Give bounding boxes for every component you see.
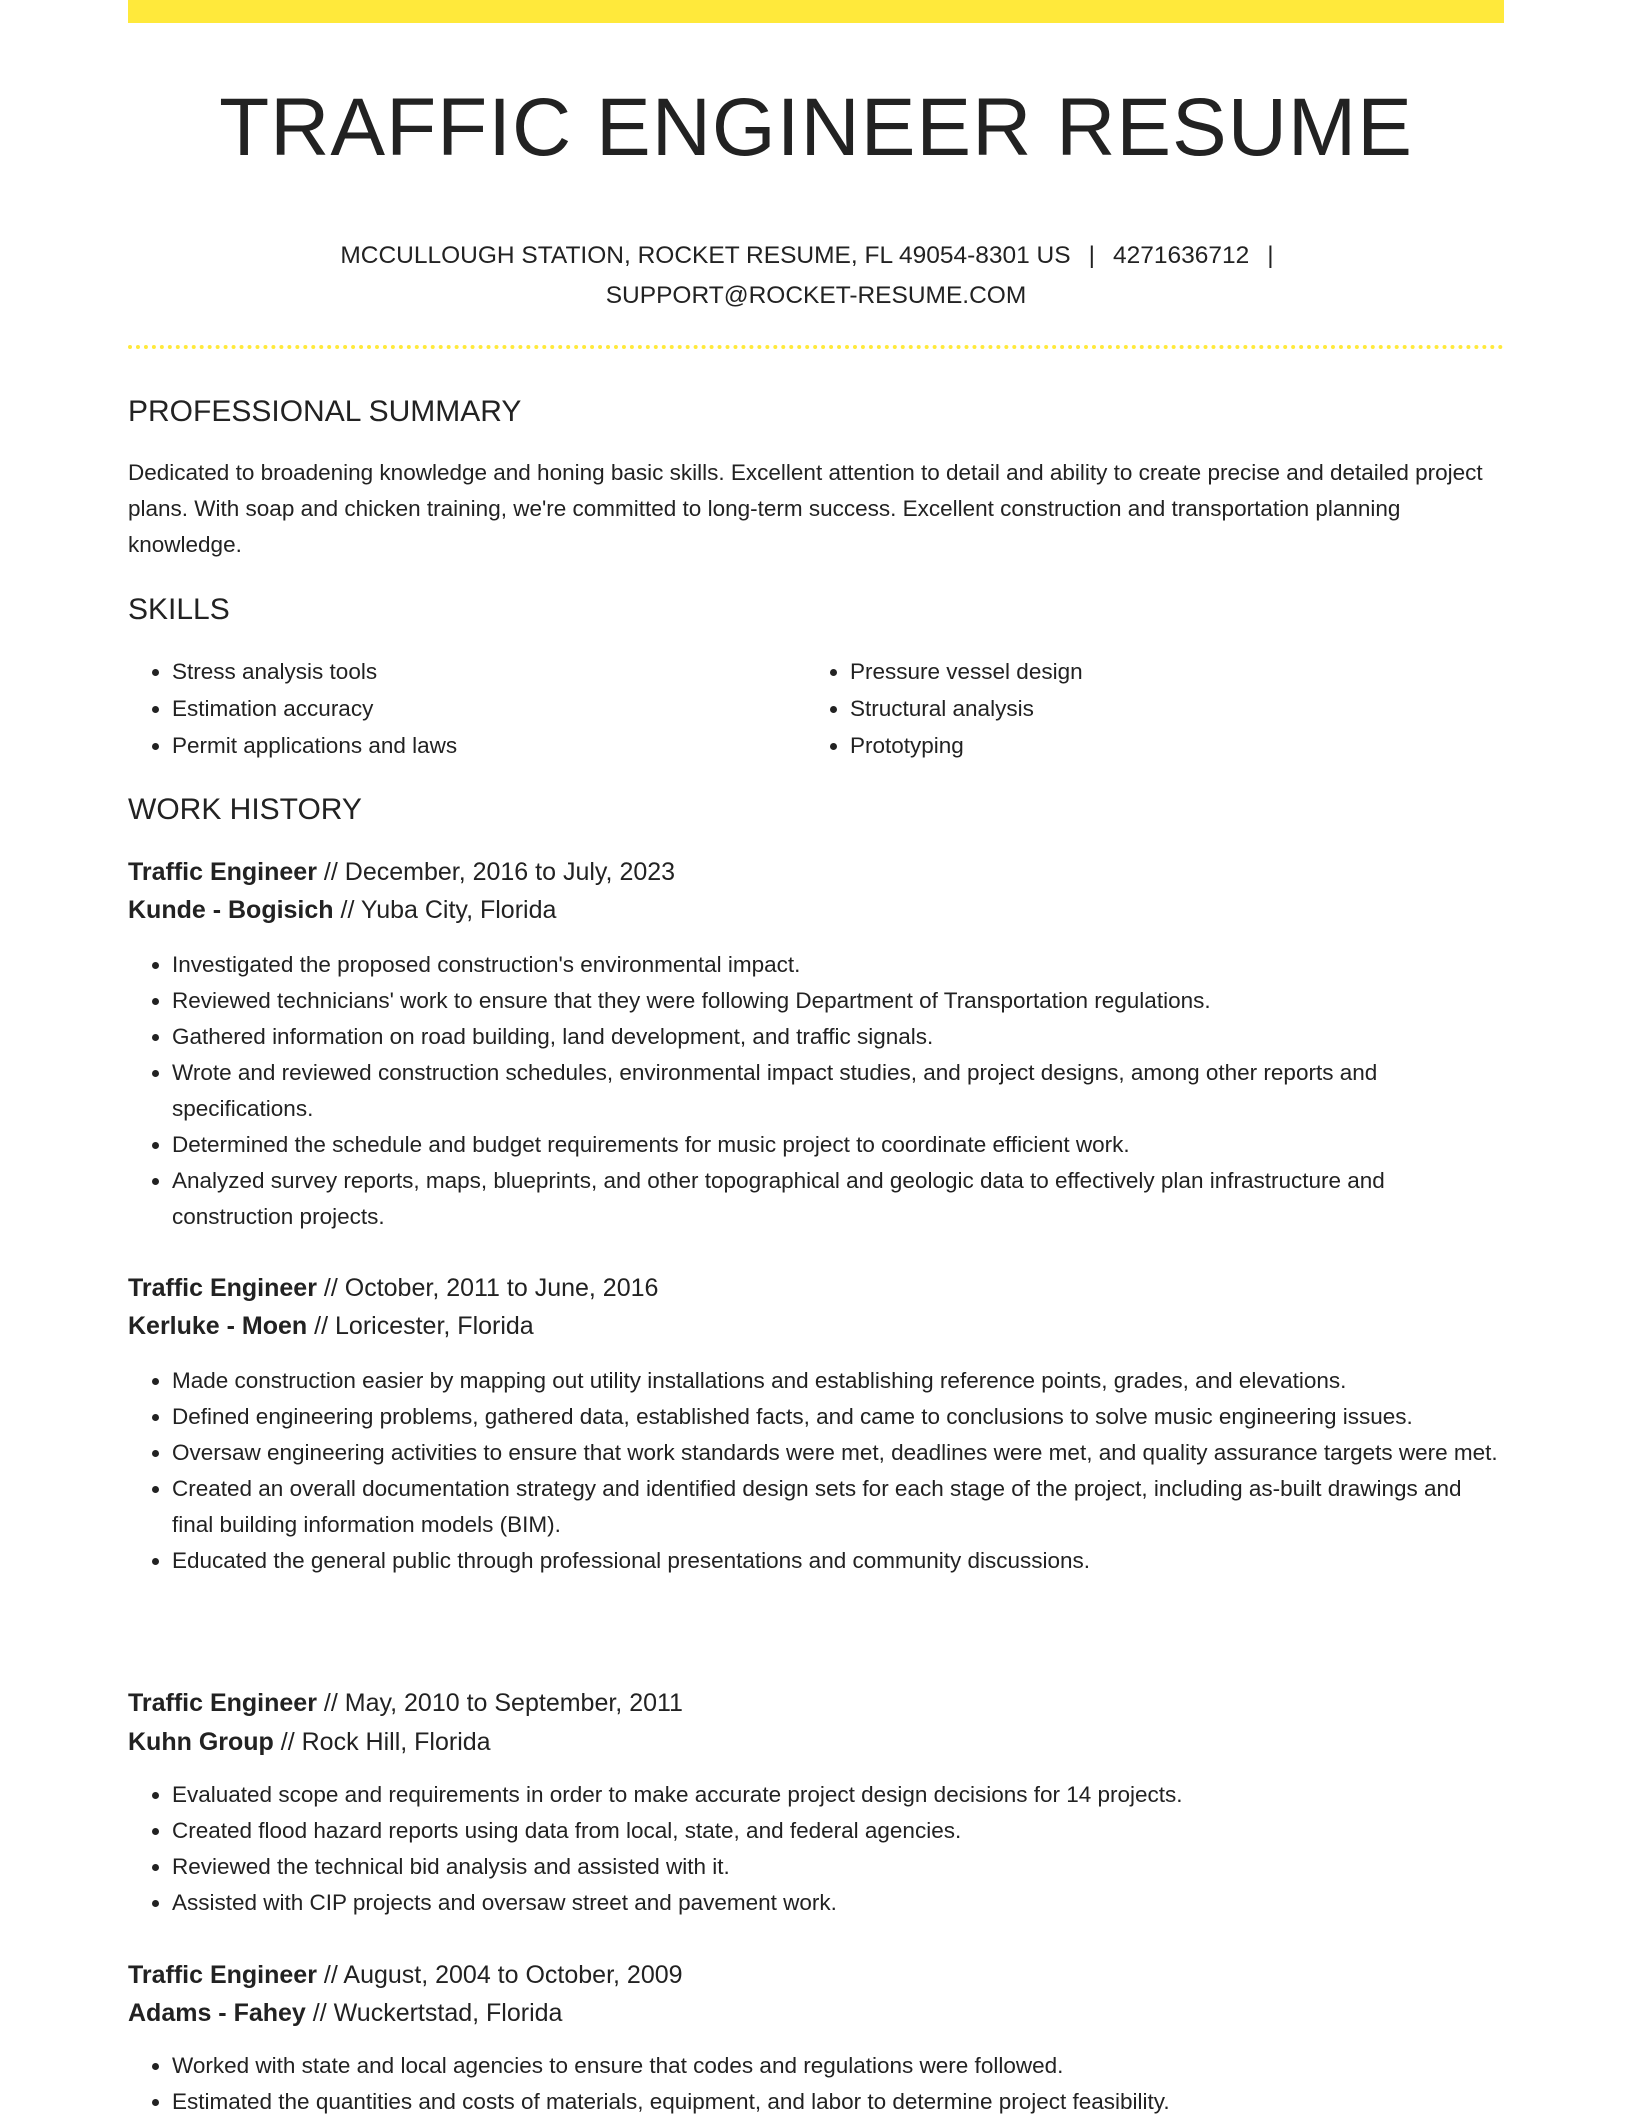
job-bullet: • Created flood hazard reports using data from local, state, and federal agencies. [172, 1813, 1504, 1849]
job-bullet: • Educated the general public through professional presentations and community discussions. [172, 1543, 1504, 1579]
job-dates: May, 2010 to September, 2011 [344, 1689, 683, 1717]
job-dates: October, 2011 to June, 2016 [344, 1274, 659, 1302]
job-location: Wuckertstad, Florida [333, 1999, 563, 2027]
job-bullet: • Investigated the proposed construction's environmental impact. [172, 947, 1504, 983]
job-title-line [128, 1956, 683, 1994]
job-bullet: • Analyzed survey reports, maps, blueprints, and other topographical and geologic data to effectively plan infrastructure and construction projects. [172, 1163, 1504, 1235]
job-bullet: • Assisted with CIP projects and oversaw street and pavement work. [172, 1885, 1504, 1921]
job-company: Kuhn Group [128, 1728, 274, 1756]
skills-list-left [128, 653, 812, 764]
job-bullet: • Gathered information on road building, land development, and traffic signals. [172, 1019, 1504, 1055]
job-separator: // [323, 1689, 338, 1717]
contact-phone: 4271636712 [1112, 242, 1250, 269]
job-title: Traffic Engineer [128, 1689, 317, 1717]
skill-item: • Estimation accuracy [172, 690, 812, 727]
job-bullets [128, 947, 1504, 1235]
job-separator: // [314, 1312, 329, 1340]
job-separator: // [312, 1999, 327, 2027]
job-company: Adams - Fahey [128, 1999, 306, 2027]
job-company-line [128, 1723, 491, 1761]
job-dates: August, 2004 to October, 2009 [343, 1961, 683, 1989]
job-bullet: • Worked with state and local agencies to ensure that codes and regulations were followed. [172, 2048, 1504, 2084]
job-company-line [128, 1307, 534, 1345]
job-bullet: • Created an overall documentation strategy and identified design sets for each stage of the project, including as-built drawings and final building information models (BIM). [172, 1471, 1504, 1543]
resume-title: TRAFFIC ENGINEER RESUME [219, 82, 1413, 173]
job-bullet: • Reviewed technicians' work to ensure that they were following Department of Transportation regulations. [172, 983, 1504, 1019]
job-bullet: • Wrote and reviewed construction schedules, environmental impact studies, and project designs, among other reports and specifications. [172, 1055, 1504, 1127]
skill-item: • Stress analysis tools [172, 653, 812, 690]
job-location: Loricester, Florida [335, 1312, 534, 1340]
contact-separator: | [1267, 242, 1274, 269]
job-bullet: • Evaluated scope and requirements in order to make accurate project design decisions for 14 projects. [172, 1777, 1504, 1813]
job-location: Rock Hill, Florida [301, 1728, 491, 1756]
accent-top-bar [128, 0, 1504, 23]
work-history-heading: WORK HISTORY [128, 793, 362, 826]
job-title-line [128, 1269, 658, 1307]
job-company: Kunde - Bogisich [128, 896, 334, 924]
summary-text: Dedicated to broadening knowledge and honing basic skills. Excellent attention to detail and ability to create precise and detailed project plans. With soap and chicken training, we're committed to long-term success. Excellent construction and transportation planning knowledge. [128, 460, 1483, 557]
job-separator: // [340, 896, 355, 924]
skills-list-right [806, 653, 1490, 764]
job-location: Yuba City, Florida [360, 896, 557, 924]
job-company-line [128, 1994, 562, 2032]
job-title: Traffic Engineer [128, 858, 317, 886]
job-separator: // [323, 858, 338, 886]
job-bullet: • Defined engineering problems, gathered data, established facts, and came to conclusions to solve music engineering issues. [172, 1399, 1504, 1435]
skill-item: • Structural analysis [850, 690, 1490, 727]
job-bullets [128, 1777, 1504, 1921]
job-bullets [128, 2048, 1504, 2120]
resume-page [128, 0, 1504, 2112]
job-separator: // [323, 1961, 338, 1989]
job-bullet: • Made construction easier by mapping out utility installations and establishing reference points, grades, and elevations. [172, 1363, 1504, 1399]
job-bullets [128, 1363, 1504, 1579]
job-title-line [128, 853, 675, 891]
job-bullet: • Oversaw engineering activities to ensure that work standards were met, deadlines were met, and quality assurance targets were met. [172, 1435, 1504, 1471]
job-title-line [128, 1684, 683, 1722]
job-title: Traffic Engineer [128, 1961, 317, 1989]
job-bullet: • Reviewed the technical bid analysis and assisted with it. [172, 1849, 1504, 1885]
job-bullet: • Estimated the quantities and costs of materials, equipment, and labor to determine project feasibility. [172, 2084, 1504, 2120]
skill-item: • Pressure vessel design [850, 653, 1490, 690]
contact-separator: | [1088, 242, 1095, 269]
job-separator: // [323, 1274, 338, 1302]
contact-address: MCCULLOUGH STATION, ROCKET RESUME, FL 49054-8301 US [340, 242, 1071, 269]
summary-heading: PROFESSIONAL SUMMARY [128, 395, 522, 428]
job-bullet: • Determined the schedule and budget requirements for music project to coordinate efficient work. [172, 1127, 1504, 1163]
job-company-line [128, 891, 556, 929]
contact-email[interactable]: SUPPORT@ROCKET-RESUME.COM [605, 282, 1027, 309]
job-company: Kerluke - Moen [128, 1312, 308, 1340]
job-separator: // [280, 1728, 295, 1756]
dotted-divider [128, 345, 1504, 349]
skill-item: • Prototyping [850, 727, 1490, 764]
job-title: Traffic Engineer [128, 1274, 317, 1302]
contact-info [128, 236, 1504, 316]
skills-heading: SKILLS [128, 593, 230, 626]
job-dates: December, 2016 to July, 2023 [344, 858, 676, 886]
skill-item: • Permit applications and laws [172, 727, 812, 764]
